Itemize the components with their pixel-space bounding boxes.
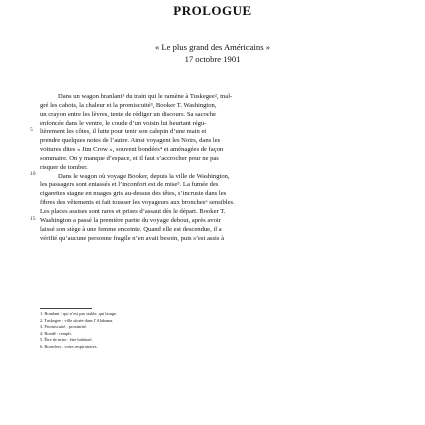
page-title: PROLOGUE	[173, 3, 252, 18]
text-line: un crayon entre les lèvres, tente de rédiger un discours. Sa sacoche	[40, 110, 216, 118]
text-line: fibres des vêtements et fait tousser les voyageurs aux bronches⁶ sensibles.	[40, 199, 235, 207]
text-line: laissé son siège à une femme enceinte. Quand elle est descendue, il a	[40, 225, 222, 233]
chapter-heading	[0, 41, 425, 65]
epigraph: « Le plus grand des Américains »	[154, 42, 271, 52]
text-line: Les places assises sont rares et prises d’assaut dès le départ. Booker T.	[40, 207, 226, 215]
line-number: 10	[30, 171, 36, 177]
text-line: gré les cahots, la chaleur et la promiscuité³, Booker T. Washington,	[40, 101, 217, 109]
text-line: Dans un wagon branlant¹ du train qui le ramène à Tuskegee², mal-	[58, 93, 233, 100]
footnote: 1. Branlant : qui n’est pas stable, qui bouge.	[40, 311, 118, 316]
text-line: cigarettes stagne en nuages gris au-dessus des têtes, s’incruste dans les	[40, 190, 227, 198]
footnote: 6. Bronches : voies respiratoires.	[40, 343, 98, 349]
footnote: 2. Tuskegee : ville située dans l’Alabama.	[40, 317, 114, 323]
text-line: les passagers sont entassés et l’inconfort est de mise⁵. La fumée des	[40, 181, 219, 189]
footnotes	[40, 308, 250, 351]
text-line: risquer de tomber.	[40, 163, 88, 171]
text-line: lièrement les côtes, il lutte pour tenir son calepin d’une main et	[40, 128, 207, 136]
footnote: 5. Être de mise : être habituel.	[40, 337, 93, 343]
line-number: 5	[30, 127, 33, 133]
text-line: enfoncée dans le ventre, le coude d’un voisin lui heurtant régu-	[40, 119, 207, 127]
text-line: sommaire. On y manque d’espace, et il faut s’accrocher pour ne pas	[40, 154, 219, 162]
text-line: voitures dites « Jim Crow », souvent bondées⁴ et aménagées de façon	[40, 146, 224, 154]
text-line: Dans le wagon où voyage Booker, depuis la ville de Washington,	[58, 172, 230, 180]
footnote: 4. Bondé : rempli.	[40, 330, 72, 336]
line-number: 15	[30, 216, 36, 222]
body-text	[40, 93, 358, 243]
text-line: vérifié qu’aucune personne fragile n’en avait besoin, puis s’est assis à	[40, 234, 225, 242]
footnote-rule	[40, 308, 92, 309]
text-line: Washington a passé la première partie du voyage debout, après avoir	[40, 216, 221, 224]
chapter-date: 17 octobre 1901	[184, 54, 241, 64]
text-line: prendre quelques notes de l’autre. Ainsi voyagent les Noirs, dans les	[40, 137, 221, 145]
footnote: 3. Promiscuité : proximité.	[40, 324, 87, 330]
